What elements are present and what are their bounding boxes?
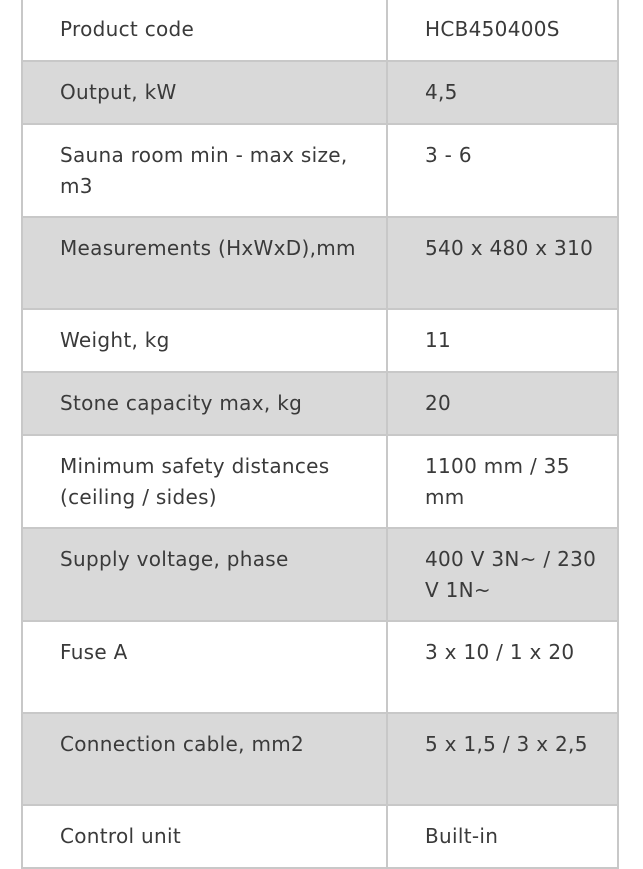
spec-label: Output, kW: [22, 61, 387, 124]
spec-value: Built-in: [387, 805, 618, 868]
spec-value: 3 x 10 / 1 x 20: [387, 621, 618, 713]
spec-label: Control unit: [22, 805, 387, 868]
spec-label: Supply voltage, phase: [22, 528, 387, 621]
spec-label: Product code: [22, 0, 387, 61]
spec-value: 540 x 480 x 310: [387, 217, 618, 309]
table-row-product-code: [22, 0, 618, 61]
spec-value: 4,5: [387, 61, 618, 124]
table-row-fuse: [22, 621, 618, 713]
table-row-weight: [22, 309, 618, 372]
table-row-connection-cable: [22, 713, 618, 805]
spec-value: 1100 mm / 35 mm: [387, 435, 618, 528]
spec-label: Stone capacity max, kg: [22, 372, 387, 435]
table-row-supply-voltage: [22, 528, 618, 621]
table-row-room-size: [22, 124, 618, 217]
table-row-control-unit: [22, 805, 618, 868]
spec-value: HCB450400S: [387, 0, 618, 61]
spec-label: Fuse A: [22, 621, 387, 713]
spec-label: Measurements (HxWxD),mm: [22, 217, 387, 309]
spec-value: 3 - 6: [387, 124, 618, 217]
spec-value: 11: [387, 309, 618, 372]
spec-value: 5 x 1,5 / 3 x 2,5: [387, 713, 618, 805]
table-row-measurements: [22, 217, 618, 309]
spec-label: Connection cable, mm2: [22, 713, 387, 805]
spec-label: Weight, kg: [22, 309, 387, 372]
table-row-output: [22, 61, 618, 124]
spec-value: 20: [387, 372, 618, 435]
table-row-safety-distances: [22, 435, 618, 528]
spec-table: [21, 0, 619, 869]
spec-label: Minimum safety distances (ceiling / sides): [22, 435, 387, 528]
table-row-stone-capacity: [22, 372, 618, 435]
spec-value: 400 V 3N~ / 230 V 1N~: [387, 528, 618, 621]
spec-label: Sauna room min - max size, m3: [22, 124, 387, 217]
